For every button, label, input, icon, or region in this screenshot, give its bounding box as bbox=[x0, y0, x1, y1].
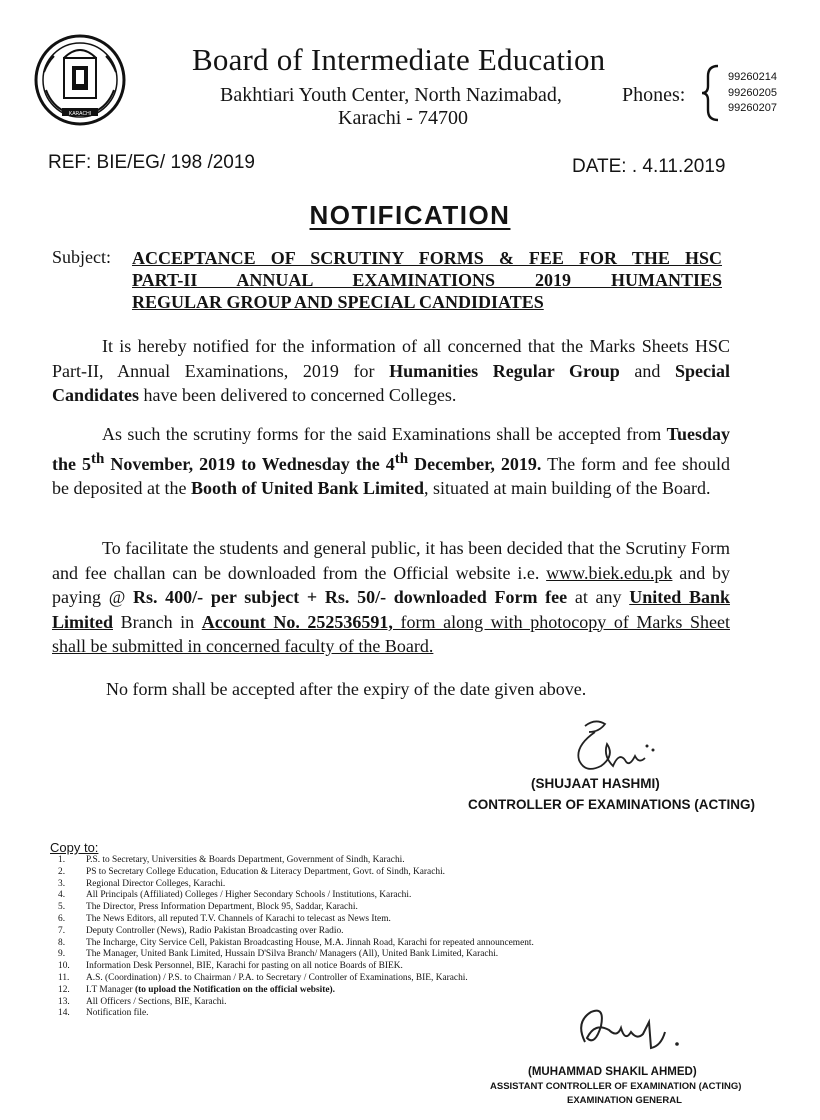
para1-text: have been delivered to concerned Colleges. bbox=[139, 385, 457, 405]
paragraph-2 bbox=[52, 422, 730, 501]
list-item: 4. All Principals (Affiliated) Colleges / Higher Secondary Schools / Institutions, Karachi. bbox=[58, 890, 412, 901]
copy-to-label: Copy to: bbox=[50, 840, 99, 855]
subject-label: Subject: bbox=[52, 247, 111, 267]
para3-text: and by paying @ bbox=[52, 562, 730, 607]
phone-number: 99260205 bbox=[728, 86, 777, 99]
para3-text: To facilitate the students and general public, it has been decided that the Scrutiny Form and fee challan can be downloaded from the Official website i.e. bbox=[52, 538, 730, 583]
para2-bold: November, 2019 to Wednesday the 4 bbox=[104, 453, 395, 474]
signatory-2-subtitle: EXAMINATION GENERAL bbox=[567, 1095, 682, 1106]
para1-text: It is hereby notified for the information of all concerned that the Marks Sheets HSC Part-II, Annual Examinations, 2019 for bbox=[52, 336, 730, 381]
para3-text: Branch in bbox=[113, 611, 202, 632]
list-item: 8. The Incharge, City Service Cell, Pakistan Broadcasting House, M.A. Jinnah Road, Karachi for repeated announcement. bbox=[58, 937, 534, 948]
para2-sup: th bbox=[90, 450, 105, 467]
paragraph-1 bbox=[52, 334, 730, 408]
list-item-bold: (to upload the Notification on the official website). bbox=[135, 984, 336, 995]
reference-number: REF: BIE/EG/ 198 /2019 bbox=[48, 152, 255, 173]
website-link[interactable]: www.biek.edu.pk bbox=[546, 562, 673, 583]
para2-text: As such the scrutiny forms for the said Examinations shall be accepted from bbox=[102, 424, 667, 444]
list-item: 14. Notification file. bbox=[58, 1008, 149, 1019]
signatory-1-title: CONTROLLER OF EXAMINATIONS (ACTING) bbox=[468, 797, 755, 812]
list-item: 11. A.S. (Coordination) / P.S. to Chairman / P.A. to Secretary / Controller of Examinations, BIE, Karachi. bbox=[58, 972, 468, 983]
subject-line-3: REGULAR GROUP AND SPECIAL CANDIDIATES bbox=[132, 292, 544, 312]
list-item: 7. Deputy Controller (News), Radio Pakistan Broadcasting over Radio. bbox=[58, 925, 344, 936]
phone-numbers bbox=[728, 70, 777, 117]
signature-2-icon bbox=[565, 1002, 685, 1058]
list-item: 9. The Manager, United Bank Limited, Hussain D'Silva Branch/ Managers (All), United Bank Limited, Karachi. bbox=[58, 949, 499, 960]
para3-underline: form along with photocopy of Marks Sheet shall be submitted in concerned faculty of the Board. bbox=[52, 611, 730, 656]
list-item: 6. The News Editors, all reputed T.V. Channels of Karachi to telecast as News Item. bbox=[58, 913, 391, 924]
signatory-2-name: (MUHAMMAD SHAKIL AHMED) bbox=[528, 1066, 697, 1078]
paragraph-3 bbox=[52, 536, 730, 659]
list-item: 1. P.S. to Secretary, Universities & Boards Department, Government of Sindh, Karachi. bbox=[58, 855, 405, 865]
signatory-1-name: (SHUJAAT HASHMI) bbox=[531, 776, 660, 791]
list-item: 13. All Officers / Sections, BIE, Karachi. bbox=[58, 996, 227, 1007]
para2-bold: Tuesday the 5 bbox=[52, 424, 730, 474]
para2-text: The form and fee should be deposited at the bbox=[52, 453, 730, 498]
para1-bold: Special Candidates bbox=[52, 360, 730, 405]
signatory-2-title: ASSISTANT CONTROLLER OF EXAMINATION (ACTING) bbox=[490, 1081, 742, 1092]
curly-brace-icon bbox=[700, 64, 722, 122]
para2-text: , situated at main building of the Board. bbox=[424, 478, 711, 498]
para3-bold: Rs. 400/- per subject + Rs. 50/- downloaded Form fee bbox=[132, 587, 568, 607]
para3-bold-underline: United Bank Limited bbox=[52, 587, 730, 632]
list-item: 12. I.T Manager (to upload the Notification on the official website). bbox=[58, 984, 336, 995]
phone-number: 99260207 bbox=[728, 102, 777, 114]
phone-number: 99260214 bbox=[728, 71, 777, 83]
para2-bold: Booth of United Bank Limited bbox=[190, 478, 425, 498]
copy-to-list bbox=[58, 855, 534, 1020]
svg-text:KARACHI: KARACHI bbox=[68, 111, 92, 117]
notice-date: DATE: . 4.11.2019 bbox=[572, 156, 726, 177]
para2-bold: December, 2019. bbox=[408, 453, 542, 474]
list-item: 5. The Director, Press Information Department, Block 95, Saddar, Karachi. bbox=[58, 902, 358, 913]
account-number: Account No. 252536591, bbox=[201, 611, 393, 632]
board-seal-logo bbox=[32, 32, 128, 128]
para2-sup: th bbox=[394, 450, 409, 467]
subject-line-2: PART-II ANNUAL EXAMINATIONS 2019 HUMANTIES bbox=[132, 270, 722, 290]
notification-title: NOTIFICATION bbox=[309, 200, 511, 230]
phones-label: Phones: bbox=[622, 84, 686, 106]
address-line-2: Karachi - 74700 bbox=[338, 107, 468, 129]
notification-heading bbox=[0, 200, 820, 231]
board-title: Board of Intermediate Education bbox=[192, 42, 606, 77]
list-item: 3. Regional Director Colleges, Karachi. bbox=[58, 878, 226, 889]
list-item: 10. Information Desk Personnel, BIE, Karachi for pasting on all notice Boards of BIEK. bbox=[58, 961, 403, 972]
para1-bold: Humanities Regular Group bbox=[389, 360, 620, 381]
list-item: 2. PS to Secretary College Education, Education & Literacy Department, Govt. of Sindh, Karachi. bbox=[58, 866, 446, 877]
signature-1-icon bbox=[555, 716, 665, 780]
para3-text: at any bbox=[567, 587, 630, 607]
paragraph-4: No form shall be accepted after the expiry of the date given above. bbox=[106, 679, 587, 699]
para1-text: and bbox=[619, 360, 675, 381]
address-line-1: Bakhtiari Youth Center, North Nazimabad, bbox=[220, 84, 562, 106]
subject-text bbox=[132, 247, 722, 313]
subject-line-1: ACCEPTANCE OF SCRUTINY FORMS & FEE FOR THE HSC bbox=[132, 248, 722, 268]
